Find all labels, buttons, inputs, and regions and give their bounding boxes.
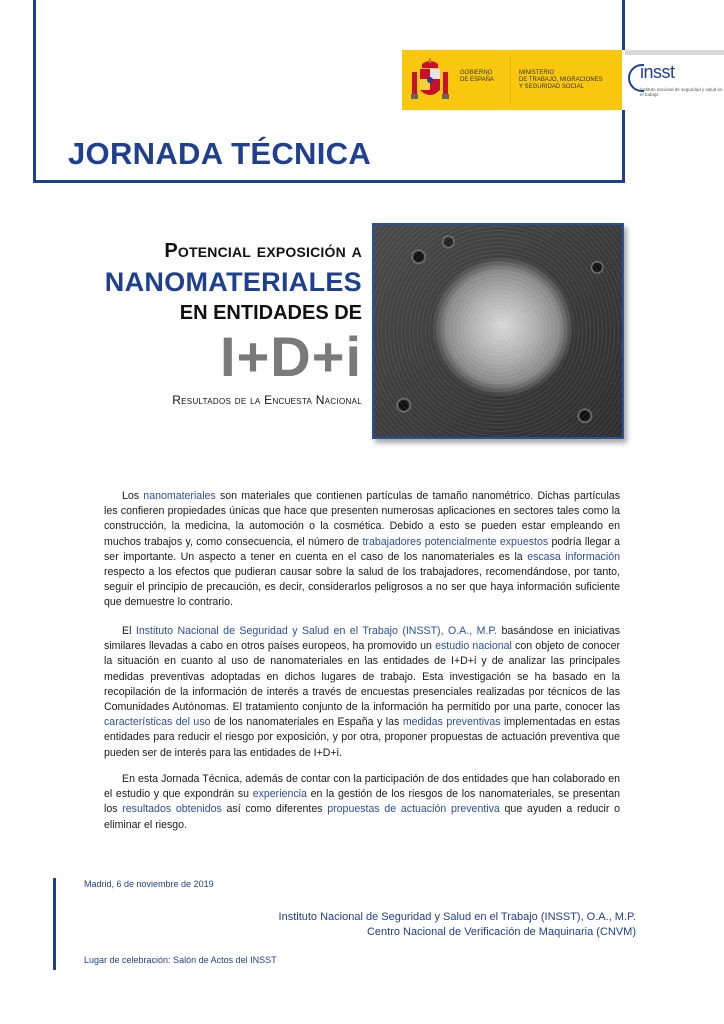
organizer-cnvm: Centro Nacional de Verificación de Maquinaria (CNVM) — [366, 926, 636, 938]
text-run: en la gestión de los riesgos de los nanomateriales, se presentan los — [104, 788, 620, 816]
paragraph-study — [104, 624, 620, 761]
gov-line1: GOBIERNO — [460, 70, 493, 76]
insst-wordmark: insst — [640, 62, 675, 82]
event-date: Madrid, 6 de noviembre de 2019 — [84, 879, 214, 889]
ministry-line2: DE TRABAJO, MIGRACIONES — [519, 77, 603, 83]
organizers — [180, 910, 636, 940]
ministerio-label — [519, 70, 619, 91]
event-venue: Lugar de celebración: Salón de Actos del INSST — [84, 955, 277, 965]
text-run: respecto a los efectos que pudieran causar sobre la salud de los trabajadores, recomendándose, por tanto, seguir el principio de precaución, es decir, considerarlos peligrosos a no ser que haya información suficiente que demuestre lo contrario. — [104, 566, 620, 609]
headline-line1: Potencial exposición a — [164, 240, 362, 262]
coat-of-arms-icon — [410, 58, 450, 102]
paragraph-intro — [104, 489, 620, 611]
frame-right-border-top — [622, 0, 625, 50]
text-run: Los — [122, 490, 144, 502]
headline-subtitle: Resultados de la Encuesta Nacional — [172, 393, 362, 407]
text-run: implementadas en estas entidades para reducir el riesgo por exposición, y por otra, proponer propuestas de actuación preventiva que pueden ser de interés para las entidades de I+D+i. — [104, 716, 620, 759]
headline — [90, 240, 362, 407]
headline-line3: EN ENTIDADES DE — [179, 302, 362, 324]
organizer-insst: Instituto Nacional de Seguridad y Salud en el Trabajo (INSST), O.A., M.P. — [278, 911, 636, 923]
text-run: El — [122, 625, 136, 637]
gobierno-espana-logo — [402, 50, 622, 110]
highlighted-term: medidas preventivas — [402, 716, 501, 729]
highlighted-term: Instituto Nacional de Seguridad y Salud en el Trabajo (INSST), O.A., M.P. — [135, 625, 498, 637]
text-run: son materiales que contienen partículas de tamaño nanométrico. Dichas partículas les confieren propiedades únicas que hace que presenten numerosas aplicaciones en sectores tales como la construcción, la medicina, la automoción o la cosmética. Debido a esto se pueden estar empleando en muchos trabajos y, como consecuencia, el número de — [104, 490, 620, 548]
ministry-line1: MINISTERIO — [519, 70, 555, 76]
headline-line4: I+D+i — [220, 325, 362, 388]
insst-subtitle: instituto nacional de seguridad y salud en el trabajo — [640, 87, 723, 97]
text-run: que ayuden a reducir o eliminar el riesgo. — [104, 803, 621, 831]
highlighted-term: resultados obtenidos — [122, 803, 222, 816]
ministry-line3: Y SEGURIDAD SOCIAL — [519, 84, 584, 90]
gov-separator — [510, 56, 511, 104]
paragraph-intro-text — [104, 489, 620, 611]
text-run: con objeto de conocer la situación en cuanto al uso de nanomateriales en las entidades de I+D+i y de analizar las principales medidas preventivas adoptadas en dichos lugares de trabajo. Esta investigación se ha basado en la recopilación de la información de interés a través de encuestas presenciales realizadas por técnicos de las Comunidades Autónomas. El tratamiento conjunto de la información ha permitido por una parte, conocer las — [104, 640, 620, 714]
text-run: basándose en iniciativas similares llevadas a cabo en otros países europeos, ha promovido un — [104, 625, 620, 653]
text-run: así como diferentes — [221, 803, 328, 816]
paragraph-jornada-text — [104, 772, 620, 833]
microscopy-image — [372, 223, 624, 439]
paragraph-study-text — [104, 624, 620, 761]
gobierno-label — [460, 70, 504, 84]
highlighted-term: trabajadores potencialmente expuestos — [362, 535, 549, 548]
highlighted-term: nanomateriales — [143, 490, 216, 502]
insst-top-bar — [625, 50, 724, 55]
page-title: JORNADA TÉCNICA — [68, 136, 372, 171]
headline-line2: NANOMATERIALES — [104, 267, 362, 297]
highlighted-term: características del uso — [104, 716, 211, 729]
image-texture — [374, 225, 622, 437]
footer-accent-bar — [53, 878, 56, 970]
frame-right-border-bottom — [622, 110, 625, 183]
text-run: En esta Jornada Técnica, además de contar con la participación de dos entidades que han colaborado en el estudio y que expondrán su — [104, 773, 620, 801]
insst-logo — [628, 60, 724, 110]
highlighted-term: escasa información — [527, 550, 620, 563]
text-run: podría llegar a ser importante. Un aspecto a tener en cuenta en el caso de los nanomateriales es la — [104, 535, 621, 563]
frame-left-border — [33, 0, 36, 183]
text-run: de los nanomateriales en España y las — [210, 716, 403, 729]
paragraph-jornada — [104, 772, 620, 833]
highlighted-term: propuestas de actuación preventiva — [327, 803, 500, 816]
highlighted-term: experiencia — [252, 788, 307, 801]
frame-bottom-border — [33, 180, 625, 183]
highlighted-term: estudio nacional — [435, 640, 512, 653]
gov-line2: DE ESPAÑA — [460, 77, 494, 83]
